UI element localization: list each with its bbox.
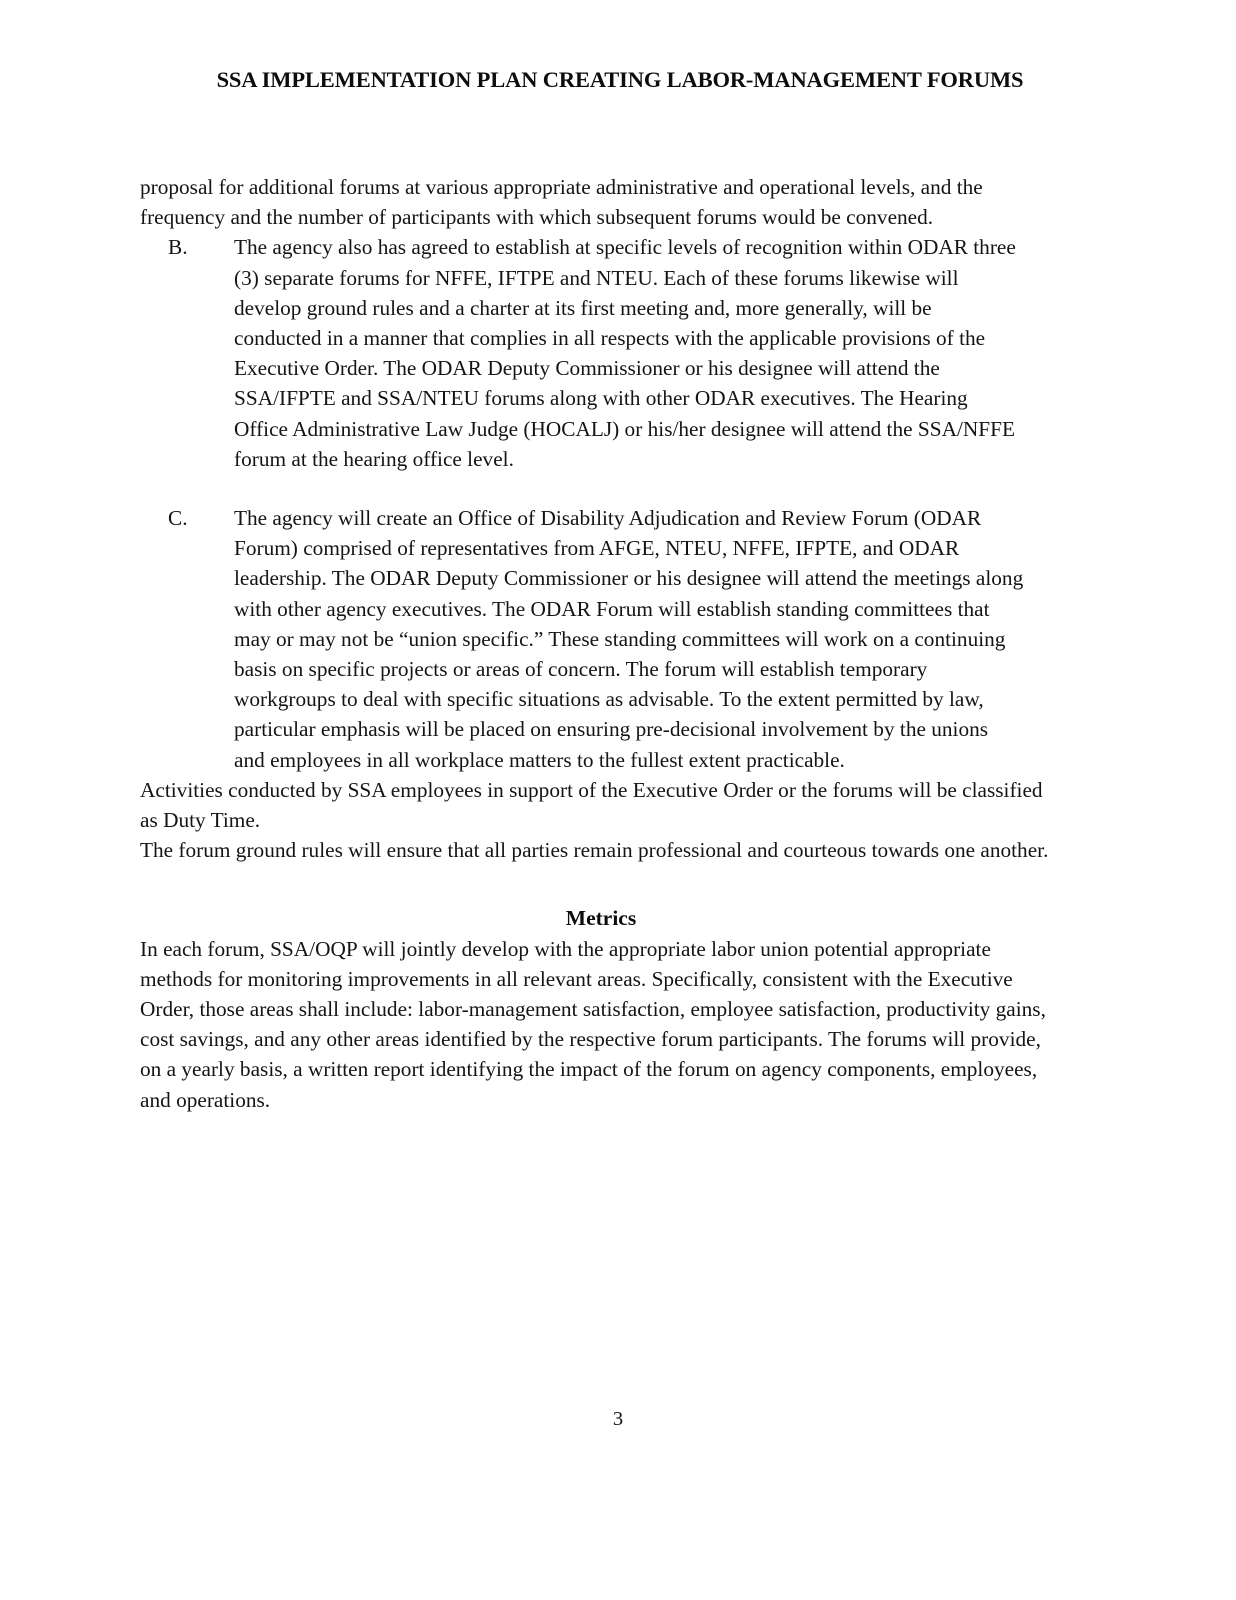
document-body [140,172,1062,1115]
list-item [168,503,1024,775]
running-header: SSA IMPLEMENTATION PLAN CREATING LABOR-MANAGEMENT FORUMS [216,67,1024,92]
metrics-paragraph: In each forum, SSA/OQP will jointly develop with the appropriate labor union potential appropriate methods for monitoring improvements in all relevant areas. Specifically, consistent with the Executive Order, those areas shall include: labor-management satisfaction, employee satisfaction, productivity gains, cost savings, and any other areas identified by the respective forum participants. The forums will provide, on a yearly basis, a written report identifying the impact of the forum on agency components, employees, and operations. [140,936,1046,1112]
list-item-marker: C. [168,506,188,531]
intro-paragraph: proposal for additional forums at various appropriate administrative and operational levels, and the frequency and the number of participants with which subsequent forums would be convened. [140,175,983,230]
list-item [168,232,1024,474]
metrics-heading: Metrics [565,906,637,931]
ground-rules-paragraph: The forum ground rules will ensure that all parties remain professional and courteous towards one another. [140,838,1049,863]
list-item-text: The agency also has agreed to establish at specific levels of recognition within ODAR three (3) separate forums for NFFE, IFTPE and NTEU. Each of these forums likewise will develop ground rules and a charter at its first meeting and, more generally, will be conducted in a manner that complies in all respects with the applicable provisions of the Executive Order. The ODAR Deputy Commissioner or his designee will attend the SSA/IFPTE and SSA/NTEU forums along with other ODAR executives. The Hearing Office Administrative Law Judge (HOCALJ) or his/her designee will attend the SSA/NFFE forum at the hearing office level. [234,235,1016,471]
list-item-marker: B. [168,235,188,260]
page-number: 3 [612,1408,624,1430]
list-item-text: The agency will create an Office of Disability Adjudication and Review Forum (ODAR Forum) comprised of representatives from AFGE, NTEU, NFFE, IFPTE, and ODAR leadership. The ODAR Deputy Commissioner or his designee will attend the meetings along with other agency executives. The ODAR Forum will establish standing committees that may or may not be “union specific.” These standing committees will work on a continuing basis on specific projects or areas of concern. The forum will establish temporary workgroups to deal with specific situations as advisable. To the extent permitted by law, particular emphasis will be placed on ensuring pre-decisional involvement by the unions and employees in all workplace matters to the fullest extent practicable. [234,506,1024,772]
lettered-list [140,232,1062,774]
duty-time-paragraph: Activities conducted by SSA employees in support of the Executive Order or the forums will be classified as Duty Time. [140,777,1043,833]
